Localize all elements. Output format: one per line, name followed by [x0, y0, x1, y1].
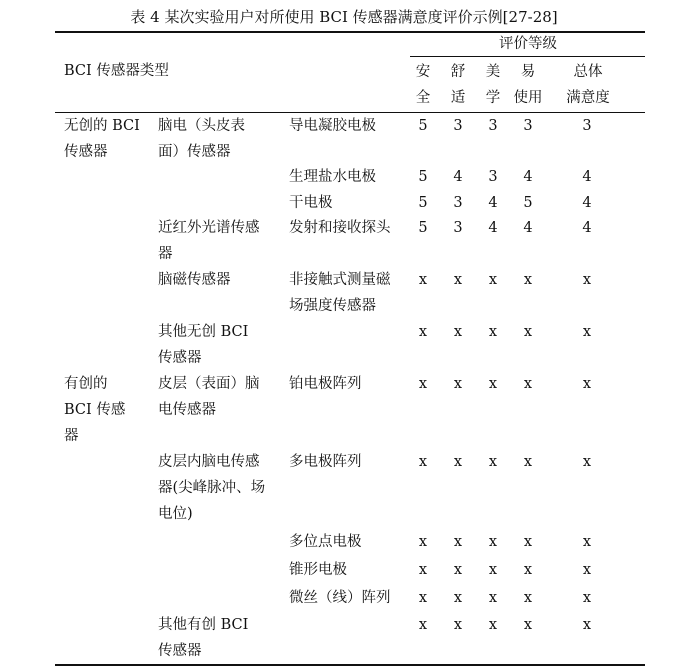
row-sensor-line: 多位点电极	[289, 534, 362, 550]
score-aesthetics: x	[488, 376, 498, 392]
row-sensor-line: 多电极阵列	[289, 454, 362, 470]
row-subtype-line: 器(尖峰脉冲、场	[158, 480, 266, 496]
row-subtype-line: 脑磁传感器	[158, 272, 231, 288]
criterion-overall-line1: 总体	[573, 64, 603, 80]
score-comfort: x	[453, 376, 463, 392]
criterion-usability-line1: 易	[520, 64, 536, 80]
score-aesthetics: 3	[488, 169, 498, 185]
row-subtype-line: 面）传感器	[158, 144, 231, 160]
score-aesthetics: 4	[488, 195, 498, 211]
score-aesthetics: x	[488, 454, 498, 470]
row-subtype-line: 器	[158, 246, 173, 262]
score-aesthetics: x	[488, 272, 498, 288]
row-sensor-line: 非接触式测量磁	[289, 272, 391, 288]
score-usability: x	[523, 534, 533, 550]
score-safety: x	[418, 376, 428, 392]
score-usability: x	[523, 454, 533, 470]
score-comfort: x	[453, 534, 463, 550]
row-sensor-line: 发射和接收探头	[289, 220, 391, 236]
criterion-overall-line2: 满意度	[566, 90, 610, 106]
score-overall: x	[582, 534, 592, 550]
score-overall: x	[582, 376, 592, 392]
score-aesthetics: 4	[488, 220, 498, 236]
row-subtype-line: 电位)	[158, 506, 193, 522]
score-usability: x	[523, 376, 533, 392]
score-safety: x	[418, 272, 428, 288]
table-caption: 表 4 某次实验用户对所使用 BCI 传感器满意度评价示例[27-28]	[130, 8, 558, 26]
score-overall: x	[582, 272, 592, 288]
score-comfort: 4	[453, 169, 463, 185]
score-overall: 4	[582, 220, 592, 236]
score-comfort: x	[453, 324, 463, 340]
score-overall: x	[582, 562, 592, 578]
score-aesthetics: x	[488, 562, 498, 578]
score-aesthetics: x	[488, 534, 498, 550]
header-type-label: BCI 传感器类型	[64, 63, 169, 79]
category-invasive-line3: 器	[64, 428, 79, 444]
row-sensor-line: 导电凝胶电极	[289, 118, 376, 134]
score-safety: 5	[418, 195, 428, 211]
criterion-comfort-line1: 舒	[450, 64, 466, 80]
score-overall: x	[582, 454, 592, 470]
row-subtype-line: 皮层（表面）脑	[158, 376, 260, 392]
score-safety: 5	[418, 220, 428, 236]
score-safety: 5	[418, 169, 428, 185]
score-safety: 5	[418, 118, 428, 134]
score-safety: x	[418, 562, 428, 578]
score-usability: x	[523, 590, 533, 606]
score-comfort: 3	[453, 118, 463, 134]
score-overall: x	[582, 617, 592, 633]
score-overall: 4	[582, 195, 592, 211]
criterion-safety-line1: 安	[415, 64, 431, 80]
score-aesthetics: x	[488, 617, 498, 633]
score-comfort: x	[453, 454, 463, 470]
score-overall: x	[582, 590, 592, 606]
score-overall: 4	[582, 169, 592, 185]
category-invasive-line1: 有创的	[64, 376, 108, 392]
score-comfort: x	[453, 617, 463, 633]
criterion-usability-line2: 使用	[513, 90, 543, 106]
score-safety: x	[418, 324, 428, 340]
row-sensor-line: 铂电极阵列	[289, 376, 362, 392]
score-comfort: 3	[453, 195, 463, 211]
row-subtype-line: 电传感器	[158, 402, 216, 418]
score-comfort: x	[453, 272, 463, 288]
row-sensor-line: 微丝（线）阵列	[289, 590, 391, 606]
score-comfort: x	[453, 562, 463, 578]
score-usability: 5	[523, 195, 533, 211]
criterion-aesthetics-line1: 美	[485, 64, 501, 80]
score-usability: x	[523, 562, 533, 578]
score-comfort: 3	[453, 220, 463, 236]
score-safety: x	[418, 590, 428, 606]
category-invasive-line2: BCI 传感	[64, 402, 126, 418]
bottom-rule	[55, 664, 645, 666]
score-comfort: x	[453, 590, 463, 606]
score-aesthetics: x	[488, 324, 498, 340]
criterion-comfort-line2: 适	[450, 90, 466, 106]
score-usability: x	[523, 324, 533, 340]
score-usability: x	[523, 272, 533, 288]
row-subtype-line: 近红外光谱传感	[158, 220, 260, 236]
score-usability: 4	[523, 169, 533, 185]
row-sensor-line: 锥形电极	[289, 562, 347, 578]
row-subtype-line: 脑电（头皮表	[158, 118, 245, 134]
score-usability: x	[523, 617, 533, 633]
category-noninvasive-line1: 无创的 BCI	[64, 118, 140, 134]
row-subtype-line: 其他有创 BCI	[158, 617, 249, 633]
header-group-label: 评价等级	[499, 36, 557, 52]
score-aesthetics: x	[488, 590, 498, 606]
row-subtype-line: 皮层内脑电传感	[158, 454, 260, 470]
category-noninvasive-line2: 传感器	[64, 144, 108, 160]
row-sensor-line: 干电极	[289, 195, 333, 211]
row-sensor-line: 场强度传感器	[289, 298, 376, 314]
score-usability: 4	[523, 220, 533, 236]
score-usability: 3	[523, 118, 533, 134]
score-overall: 3	[582, 118, 592, 134]
criterion-aesthetics-line2: 学	[485, 90, 501, 106]
score-safety: x	[418, 454, 428, 470]
row-subtype-line: 其他无创 BCI	[158, 324, 249, 340]
score-safety: x	[418, 617, 428, 633]
row-sensor-line: 生理盐水电极	[289, 169, 376, 185]
criterion-safety-line2: 全	[415, 90, 431, 106]
row-subtype-line: 传感器	[158, 350, 202, 366]
score-aesthetics: 3	[488, 118, 498, 134]
score-overall: x	[582, 324, 592, 340]
score-safety: x	[418, 534, 428, 550]
row-subtype-line: 传感器	[158, 643, 202, 659]
